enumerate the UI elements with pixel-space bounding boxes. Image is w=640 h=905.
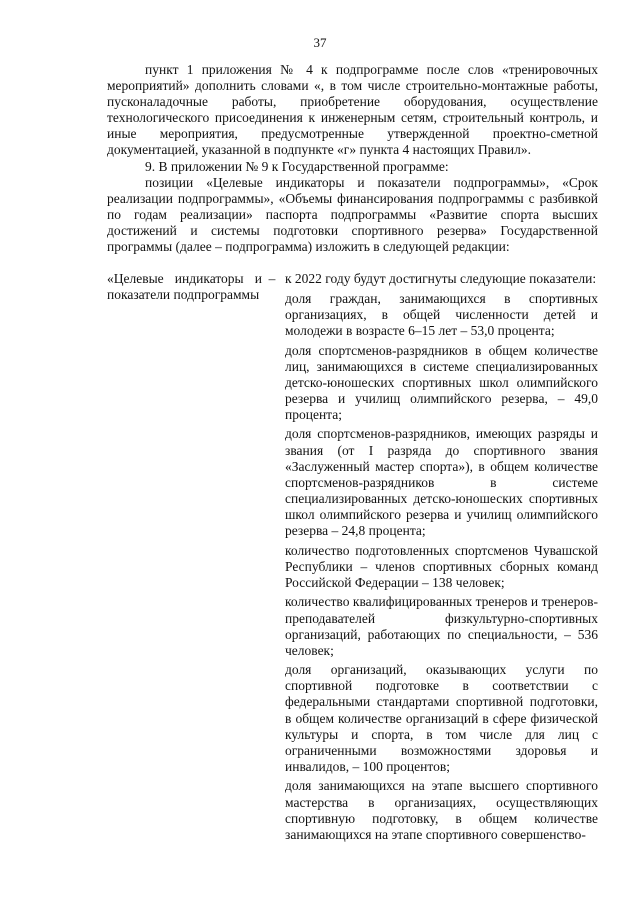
table-label: «Целевые индикаторы и показатели подпрограммы <box>107 271 262 303</box>
indicator-item: доля занимающихся на этапе высшего спортивного мастерства в организациях, осуществляющих спортивную подготовку, в общем количестве занимающихся на этапе спортивного совершенство- <box>285 778 598 842</box>
table-dash: – <box>268 271 276 287</box>
paragraph-2: 9. В приложении № 9 к Государственной программе: <box>145 158 449 174</box>
indicator-item: доля организаций, оказывающих услуги по спортивной подготовке в соответствии с федеральными стандартами спортивной подготовки, в общем количестве организаций в сфере физической культуры и спорта, в том числе для лиц с ограниченными возможностями здоровья и инвалидов, – 100 процентов; <box>285 662 598 774</box>
indicator-item: доля спортсменов-разрядников в общем количестве лиц, занимающихся в системе специализированных детско-юношеских спортивных школ олимпийского резерва и училищ олимпийского резерва, – 49,0 процента; <box>285 342 598 422</box>
indicator-item: доля спортсменов-разрядников, имеющих разряды и звания (от I разряда до спортивного звания «Заслуженный мастер спорта»), в общем количестве спортсменов-разрядников в системе специализированных детско-юношеских спортивных школ олимпийского резерва и училищ олимпийского резерва – 24,8 процента; <box>285 426 598 539</box>
indicator-item: к 2022 году будут достигнуты следующие показатели: <box>285 271 597 287</box>
indicator-item: доля граждан, занимающихся в спортивных организациях, в общей численности детей и молодежи в возрасте 6–15 лет – 53,0 процента; <box>285 290 598 338</box>
indicator-item: количество квалифицированных тренеров и тренеров-преподавателей физкультурно-спортивных организаций, работающих по специальности, – 536 человек; <box>285 594 598 658</box>
paragraph-3: позиции «Целевые индикаторы и показатели подпрограммы», «Срок реализации подпрограммы», «Объемы финансирования подпрограммы с разбивкой по годам реализации» паспорта подпрограммы «Развитие спорта высших достижений и системы подготовки спортивного резерва» Государственной программы (далее – подпрограмма) изложить в следующей редакции: <box>107 174 598 255</box>
document-body <box>107 62 598 842</box>
paragraph-1: пункт 1 приложения № 4 к подпрограмме после слов «тренировочных мероприятий» дополнить словами «, в том числе строительно-монтажные работы, пусконаладочные работы, приобретение оборудования, осуществление технологического присоединения к инженерным сетям, строительный контроль, и иные мероприятия, предусмотренные утвержденной проектно-сметной документацией, указанной в подпункте «г» пункта 4 настоящих Правил». <box>107 62 598 158</box>
table-value-cell <box>285 271 598 846</box>
indicator-item: количество подготовленных спортсменов Чувашской Республики – членов спортивных сборных команд Российской Федерации – 138 человек; <box>285 542 598 590</box>
page-number: 37 <box>313 35 327 50</box>
table-label-cell <box>107 271 276 303</box>
